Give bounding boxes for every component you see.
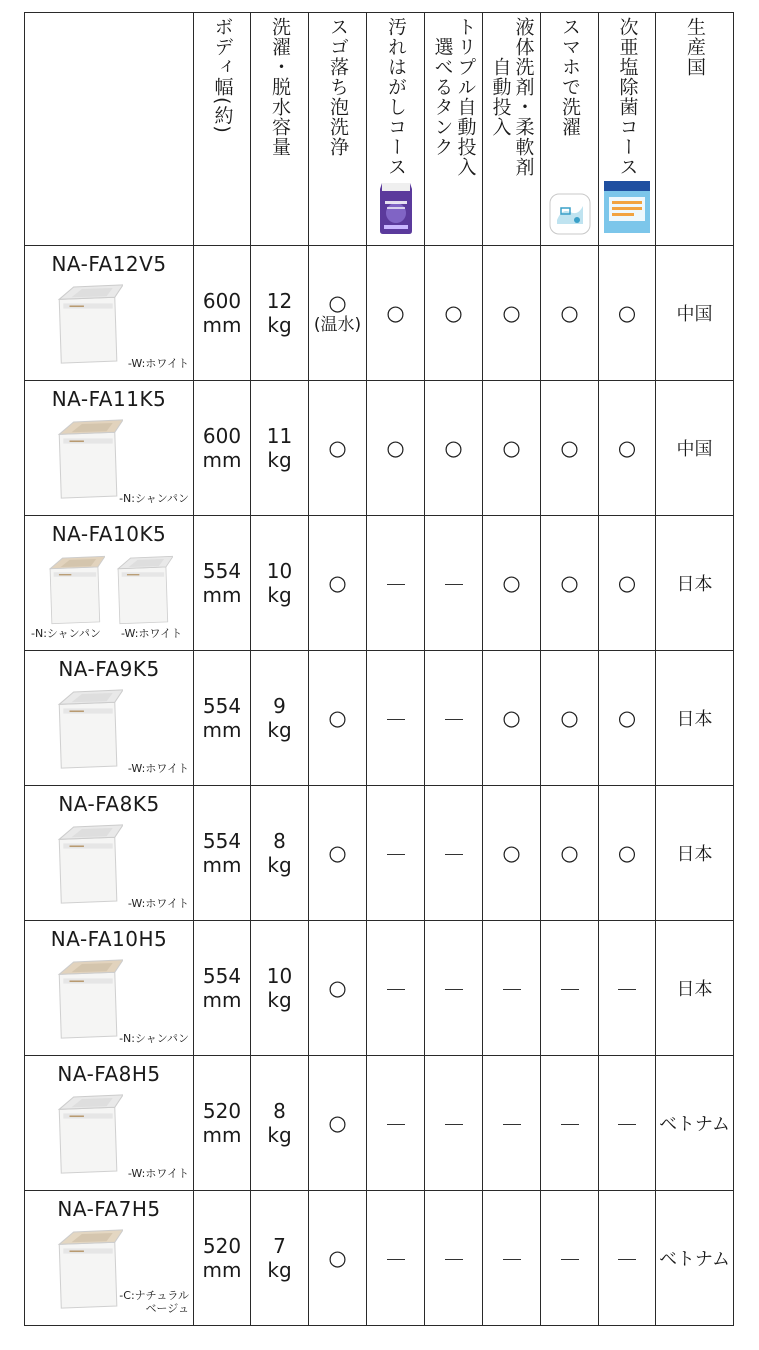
product-images [25, 282, 193, 376]
foam-wash [309, 516, 367, 651]
dash-mark [445, 1124, 463, 1125]
dash-mark [387, 989, 405, 990]
capacity-unit: kg [267, 718, 292, 742]
foam-wash [309, 786, 367, 921]
capacity-value: 11 [266, 424, 293, 448]
stain-cell [367, 1056, 425, 1191]
smart-cell [541, 246, 599, 381]
table-row [25, 651, 734, 786]
dash-mark [387, 1259, 405, 1260]
stain-cell [367, 651, 425, 786]
color-variant-label: -N:シャンパン [119, 1032, 189, 1045]
chlorine-cell [599, 786, 656, 921]
foam-wash [309, 1191, 367, 1326]
foam-mark: ○ [328, 1111, 347, 1135]
stain-cell [367, 246, 425, 381]
header-label: ボディ幅(約) [211, 17, 234, 134]
capacity-value: 8 [273, 1099, 286, 1123]
header-width [194, 13, 251, 246]
model-name: NA-FA10K5 [51, 522, 167, 546]
circle-mark: ○ [386, 436, 405, 460]
country-name: ベトナム [658, 1249, 731, 1270]
product-images [25, 822, 193, 916]
smartphone-wash-app-icon [549, 193, 591, 239]
smart-cell [541, 381, 599, 516]
circle-mark: ○ [502, 301, 521, 325]
circle-mark: ○ [560, 301, 579, 325]
circle-mark: ○ [617, 841, 637, 865]
country-name: 日本 [676, 979, 713, 1000]
capacity-unit: kg [267, 448, 292, 472]
product-images [25, 552, 193, 646]
header-chlorine [599, 13, 656, 246]
smart-cell [541, 651, 599, 786]
header-label: 洗濯・脱水容量 [269, 17, 291, 157]
header-row [25, 13, 734, 246]
table-row [25, 1191, 734, 1326]
header-tank [425, 13, 483, 246]
auto-cell [483, 1191, 541, 1326]
detergent-bottle-icon [376, 177, 416, 239]
smart-cell [541, 516, 599, 651]
color-variant-label: -W:ホワイト [127, 762, 189, 775]
capacity-unit: kg [267, 313, 292, 337]
chlorine-cell [599, 921, 656, 1056]
color-variant-label: -N:シャンパン [31, 627, 101, 640]
foam-wash [309, 246, 367, 381]
auto-cell [483, 246, 541, 381]
header-label: 次亜塩除菌コース [616, 17, 639, 177]
washing-machine-image [51, 822, 123, 910]
foam-wash [309, 381, 367, 516]
stain-cell [367, 921, 425, 1056]
circle-mark: ○ [444, 436, 463, 460]
stain-cell [367, 381, 425, 516]
model-cell [25, 516, 194, 651]
body-width [194, 786, 251, 921]
stain-cell [367, 1191, 425, 1326]
chlorine-cell [599, 651, 656, 786]
corner-cell [25, 13, 194, 246]
model-cell [25, 1191, 194, 1326]
capacity [251, 381, 309, 516]
washing-machine-image [51, 957, 123, 1045]
dash-mark [445, 989, 463, 990]
tank-cell [425, 516, 483, 651]
dash-mark [445, 854, 463, 855]
capacity [251, 1191, 309, 1326]
color-variant-label: -W:ホワイト [127, 1167, 189, 1180]
width-value: 554 [202, 964, 242, 988]
foam-mark: ○ [328, 706, 347, 730]
table-row [25, 381, 734, 516]
table-body [25, 246, 734, 1326]
auto-cell [483, 516, 541, 651]
capacity [251, 246, 309, 381]
capacity-value: 10 [266, 964, 293, 988]
circle-mark: ○ [502, 436, 521, 460]
width-unit: mm [202, 853, 242, 877]
country-cell [656, 651, 734, 786]
width-value: 520 [202, 1234, 242, 1258]
country-name: 日本 [676, 709, 713, 730]
smart-cell [541, 1056, 599, 1191]
tank-cell [425, 786, 483, 921]
washing-machine-image [51, 1092, 123, 1180]
circle-mark: ○ [560, 706, 579, 730]
bleach-box-icon [602, 179, 652, 239]
country-name: 日本 [676, 574, 713, 595]
auto-cell [483, 786, 541, 921]
product-images [25, 1227, 193, 1321]
table-row [25, 921, 734, 1056]
circle-mark: ○ [560, 571, 579, 595]
width-value: 600 [202, 424, 242, 448]
table-row [25, 786, 734, 921]
chlorine-cell [599, 1191, 656, 1326]
dash-mark [618, 989, 636, 990]
body-width [194, 921, 251, 1056]
header-auto [483, 13, 541, 246]
capacity [251, 651, 309, 786]
foam-mark: ○ [328, 291, 347, 315]
model-name: NA-FA8H5 [57, 1062, 161, 1086]
dash-mark [561, 1259, 579, 1260]
dash-mark [387, 719, 405, 720]
country-cell [656, 1056, 734, 1191]
washing-machine-image [43, 554, 105, 630]
country-name: 中国 [676, 439, 713, 460]
capacity-unit: kg [267, 1123, 292, 1147]
chlorine-cell [599, 516, 656, 651]
product-images [25, 417, 193, 511]
capacity-value: 8 [273, 829, 286, 853]
dash-mark [387, 584, 405, 585]
dash-mark [561, 1124, 579, 1125]
dash-mark [387, 854, 405, 855]
comparison-table [24, 12, 734, 1326]
model-name: NA-FA9K5 [58, 657, 160, 681]
color-variant-label: -C:ナチュラル ベージュ [119, 1289, 189, 1315]
capacity-unit: kg [267, 583, 292, 607]
model-name: NA-FA7H5 [57, 1197, 161, 1221]
dash-mark [503, 1259, 521, 1260]
color-variant-label: -W:ホワイト [127, 357, 189, 370]
capacity-unit: kg [267, 1258, 292, 1282]
foam-wash [309, 1056, 367, 1191]
width-value: 554 [202, 559, 242, 583]
table-row [25, 1056, 734, 1191]
width-unit: mm [202, 1258, 242, 1282]
capacity-unit: kg [267, 988, 292, 1012]
table-row [25, 246, 734, 381]
dash-mark [445, 1259, 463, 1260]
dash-mark [561, 989, 579, 990]
header-label: スゴ落ち泡洗浄 [327, 17, 349, 157]
circle-mark: ○ [560, 841, 579, 865]
chlorine-cell [599, 1056, 656, 1191]
dash-mark [618, 1259, 636, 1260]
circle-mark: ○ [502, 706, 521, 730]
stain-cell [367, 786, 425, 921]
product-images [25, 687, 193, 781]
tank-cell [425, 1056, 483, 1191]
foam-wash [309, 921, 367, 1056]
body-width [194, 246, 251, 381]
auto-cell [483, 651, 541, 786]
country-name: ベトナム [658, 1114, 731, 1135]
table-row [25, 516, 734, 651]
header-stain [367, 13, 425, 246]
model-name: NA-FA10H5 [50, 927, 168, 951]
capacity-unit: kg [267, 853, 292, 877]
circle-mark: ○ [502, 841, 521, 865]
auto-cell [483, 921, 541, 1056]
color-variant-label: -W:ホワイト [127, 897, 189, 910]
width-value: 520 [202, 1099, 242, 1123]
header-smart [541, 13, 599, 246]
header-label: 汚れはがしコース [385, 17, 407, 177]
header-capacity [251, 13, 309, 246]
country-name: 日本 [676, 844, 713, 865]
model-cell [25, 246, 194, 381]
dash-mark [503, 1124, 521, 1125]
circle-mark: ○ [560, 436, 579, 460]
smart-cell [541, 786, 599, 921]
circle-mark: ○ [617, 301, 637, 325]
width-unit: mm [202, 313, 242, 337]
washing-machine-image [51, 687, 123, 775]
capacity-value: 9 [273, 694, 286, 718]
capacity [251, 786, 309, 921]
circle-mark: ○ [502, 571, 521, 595]
chlorine-cell [599, 246, 656, 381]
header-country [656, 13, 734, 246]
body-width [194, 651, 251, 786]
country-name: 中国 [676, 304, 713, 325]
foam-wash [309, 651, 367, 786]
capacity-value: 7 [273, 1234, 286, 1258]
capacity-value: 10 [266, 559, 293, 583]
model-cell [25, 1056, 194, 1191]
circle-mark: ○ [617, 436, 637, 460]
width-unit: mm [202, 718, 242, 742]
capacity [251, 516, 309, 651]
country-cell [656, 246, 734, 381]
auto-cell [483, 1056, 541, 1191]
dash-mark [445, 719, 463, 720]
smart-cell [541, 921, 599, 1056]
foam-mark: ○ [328, 1246, 347, 1270]
tank-cell [425, 381, 483, 516]
body-width [194, 1056, 251, 1191]
tank-cell [425, 921, 483, 1056]
washing-machine-image [51, 1227, 123, 1315]
width-unit: mm [202, 583, 242, 607]
width-value: 554 [202, 694, 242, 718]
width-value: 554 [202, 829, 242, 853]
foam-mark: ○ [328, 571, 347, 595]
color-variant-label: -N:シャンパン [119, 492, 189, 505]
model-cell [25, 381, 194, 516]
dash-mark [445, 584, 463, 585]
header-label: スマホで洗濯 [559, 17, 581, 137]
tank-cell [425, 1191, 483, 1326]
header-label: 生産国 [684, 17, 706, 77]
header-label: トリプル自動投入 選べるタンク [431, 17, 477, 177]
product-images [25, 1092, 193, 1186]
foam-mark: ○ [328, 436, 347, 460]
smart-cell [541, 1191, 599, 1326]
country-cell [656, 1191, 734, 1326]
body-width [194, 1191, 251, 1326]
stain-cell [367, 516, 425, 651]
capacity [251, 921, 309, 1056]
dash-mark [387, 1124, 405, 1125]
width-unit: mm [202, 988, 242, 1012]
header-foam [309, 13, 367, 246]
color-variant-label: -W:ホワイト [121, 627, 183, 640]
circle-mark: ○ [386, 301, 405, 325]
foam-mark: ○ [328, 841, 347, 865]
model-name: NA-FA8K5 [58, 792, 160, 816]
dash-mark [503, 989, 521, 990]
body-width [194, 381, 251, 516]
model-cell [25, 786, 194, 921]
foam-note: (温水) [313, 315, 362, 335]
country-cell [656, 516, 734, 651]
chlorine-cell [599, 381, 656, 516]
circle-mark: ○ [444, 301, 463, 325]
country-cell [656, 786, 734, 921]
dash-mark [618, 1124, 636, 1125]
washing-machine-image [51, 282, 123, 370]
country-cell [656, 921, 734, 1056]
country-cell [656, 381, 734, 516]
body-width [194, 516, 251, 651]
washing-machine-image [111, 554, 173, 630]
tank-cell [425, 651, 483, 786]
width-unit: mm [202, 1123, 242, 1147]
model-cell [25, 921, 194, 1056]
auto-cell [483, 381, 541, 516]
header-label: 液体洗剤・柔軟剤 自動投入 [489, 17, 535, 177]
width-value: 600 [202, 289, 242, 313]
product-images [25, 957, 193, 1051]
model-cell [25, 651, 194, 786]
tank-cell [425, 246, 483, 381]
foam-mark: ○ [328, 976, 347, 1000]
capacity-value: 12 [266, 289, 293, 313]
circle-mark: ○ [617, 571, 637, 595]
model-name: NA-FA11K5 [51, 387, 167, 411]
circle-mark: ○ [617, 706, 637, 730]
capacity [251, 1056, 309, 1191]
model-name: NA-FA12V5 [51, 252, 167, 276]
width-unit: mm [202, 448, 242, 472]
washing-machine-image [51, 417, 123, 505]
